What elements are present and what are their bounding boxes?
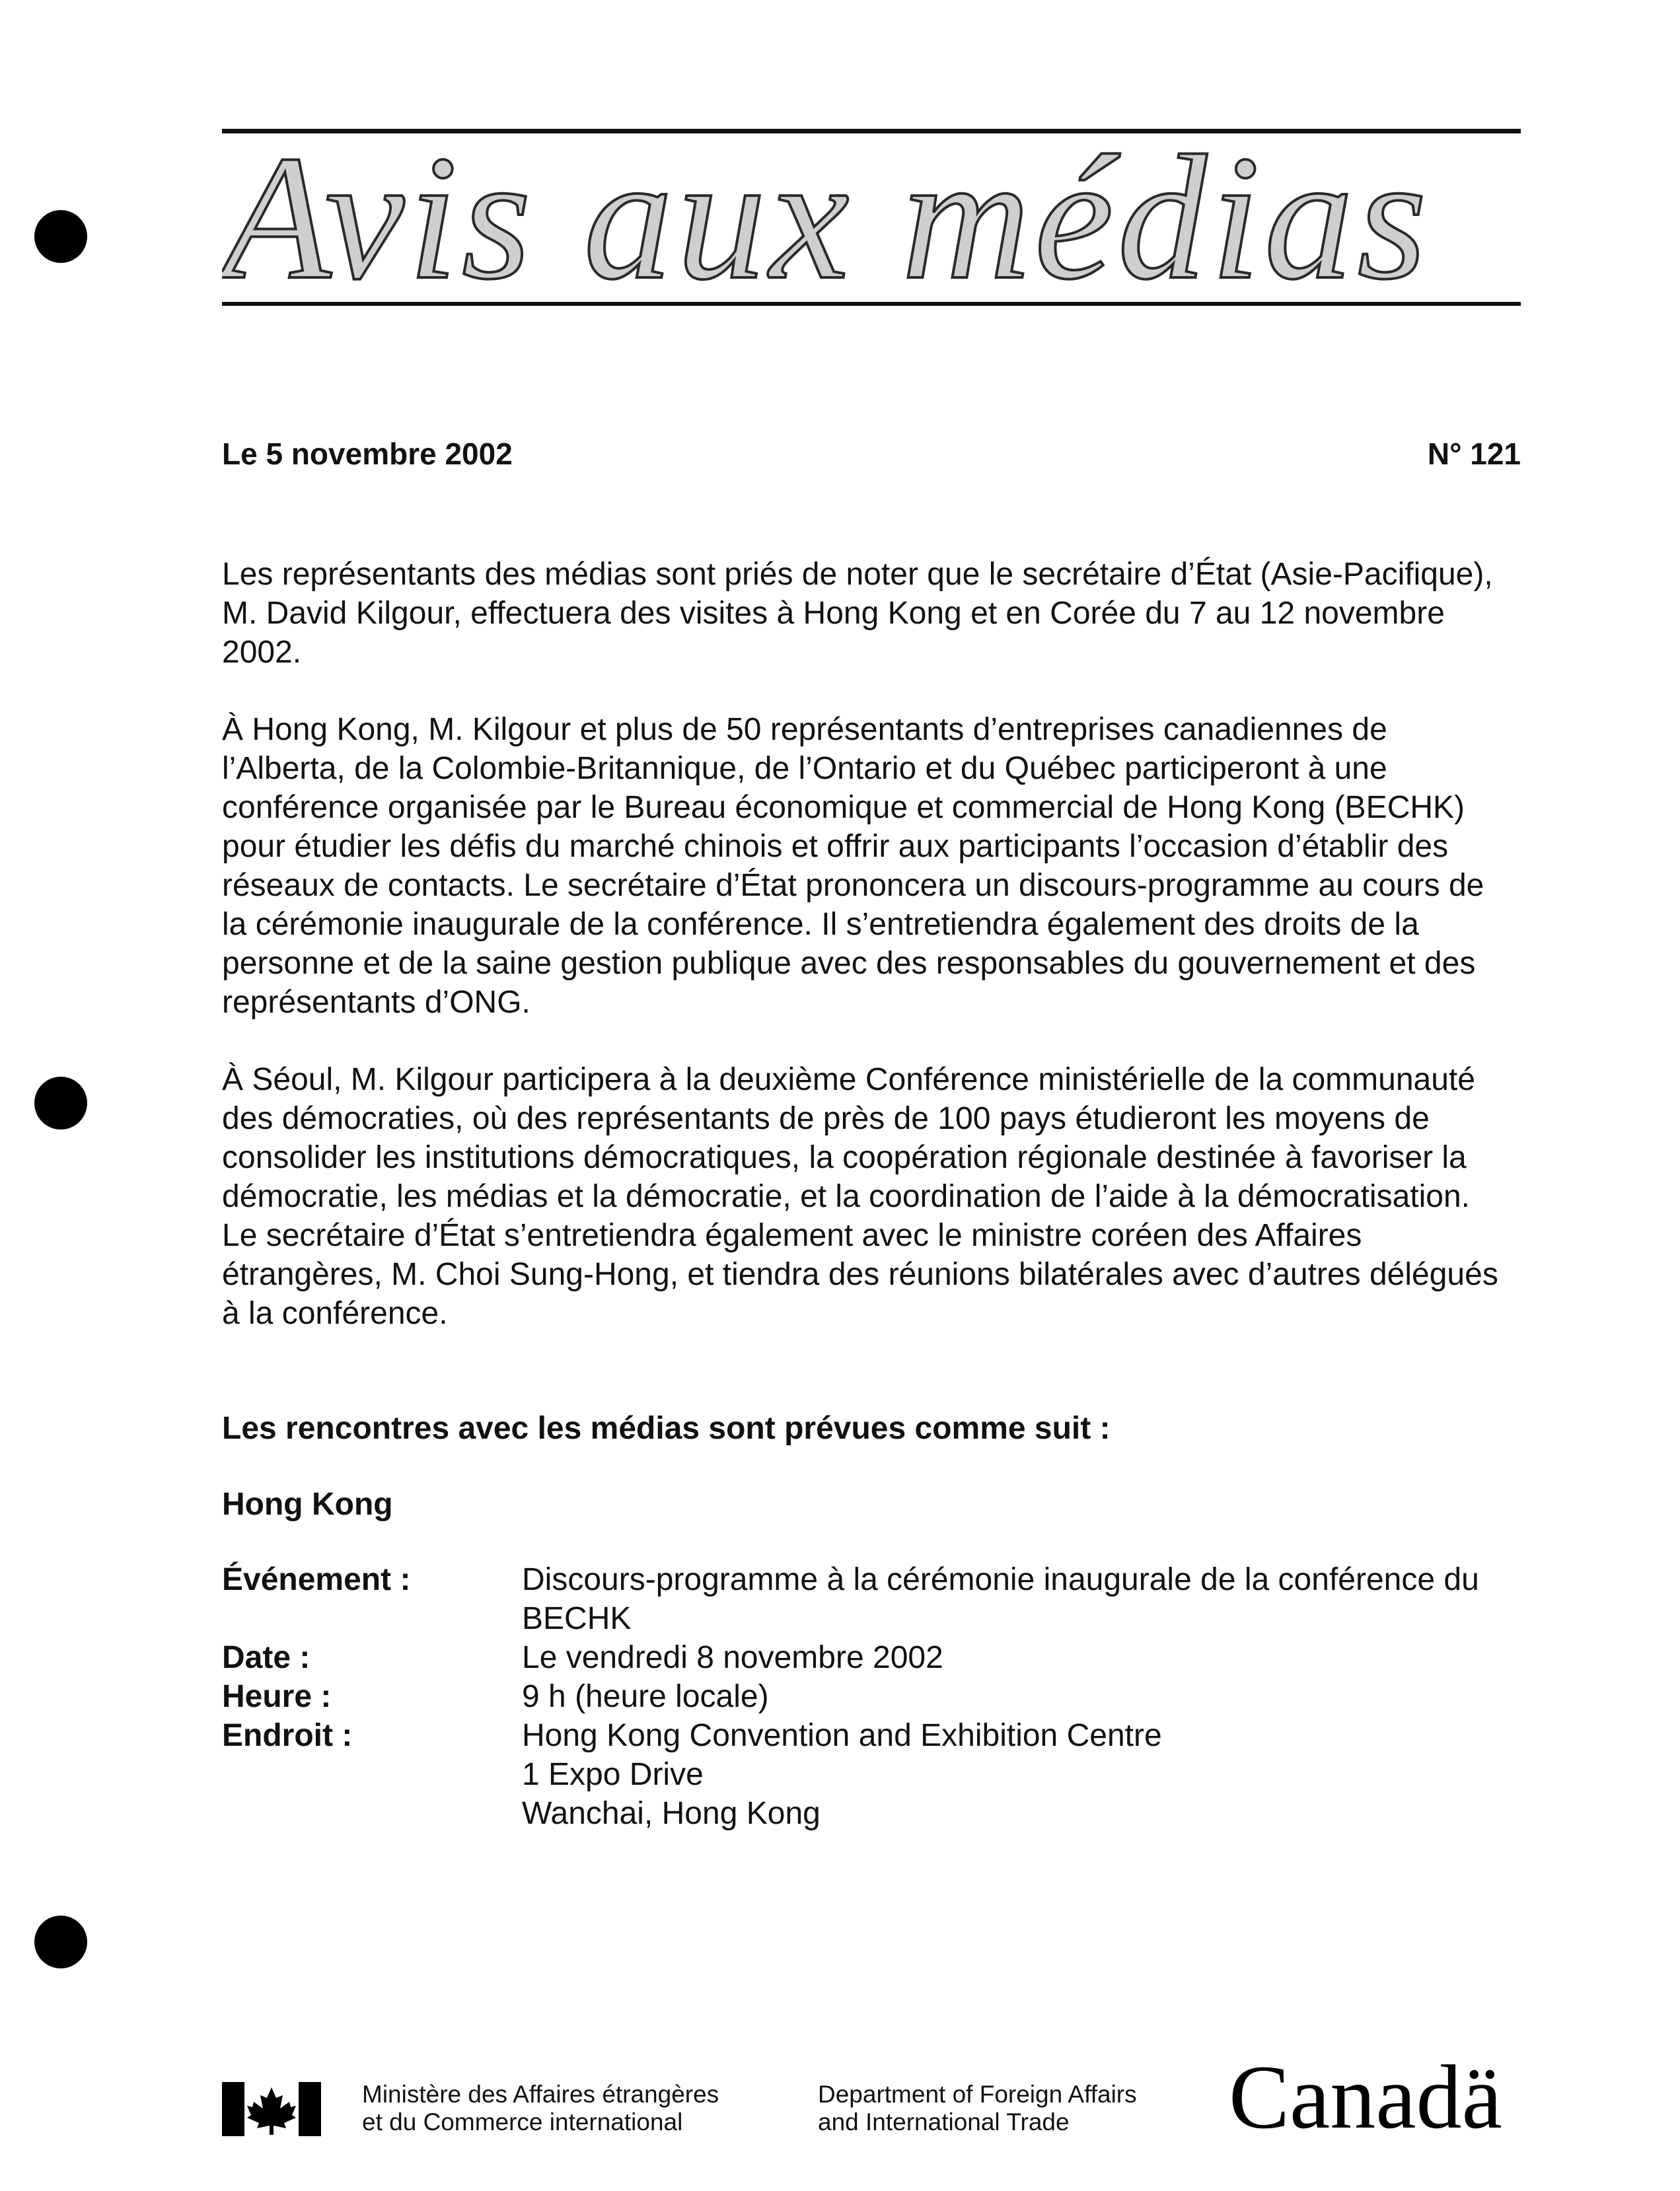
- footer-fr-line-1: Ministère des Affaires étrangères: [362, 2081, 719, 2108]
- footer-fr-line-2: et du Commerce international: [362, 2108, 683, 2136]
- footer-english-department: [818, 2081, 1137, 2136]
- schedule-heading: Les rencontres avec les médias sont prévues comme suit :: [222, 1411, 1111, 1446]
- paragraph-seoul: À Séoul, M. Kilgour participera à la deuxième Conférence ministérielle de la communauté des démocraties, où des représentants de près de 100 pays étudieront les moyens de consolider les institutions démocratiques, la coopération régionale destinée à favoriser la démocratie, les médias et la démocratie, et la coordination de l’aide à la démocratisation. Le secrétaire d’État s’entretiendra également avec le ministre coréen des Affaires étrangères, M. Choi Sung-Hong, et tiendra des réunions bilatérales avec d’autres délégués à la conférence.: [222, 1062, 1498, 1331]
- paragraph-intro: Les représentants des médias sont priés de noter que le secrétaire d’État (Asie-Pacifique), M. David Kilgour, effectuera des visites à Hong Kong et en Corée du 7 au 12 novembre 2002.: [222, 557, 1493, 670]
- footer-en-line-1: Department of Foreign Affairs: [818, 2081, 1137, 2108]
- punch-hole-top: [34, 210, 87, 263]
- date-value: Le vendredi 8 novembre 2002: [522, 1640, 943, 1675]
- date-label: Date :: [222, 1640, 310, 1675]
- time-value: 9 h (heure locale): [522, 1679, 769, 1714]
- location-heading: Hong Kong: [222, 1487, 393, 1522]
- place-label: Endroit :: [222, 1718, 353, 1753]
- release-number: N° 121: [1427, 437, 1521, 471]
- place-line-1: Hong Kong Convention and Exhibition Centre: [522, 1718, 1162, 1753]
- maple-leaf-icon: [247, 2087, 296, 2135]
- canada-wordmark: Canadä: [1229, 2046, 1502, 2147]
- place-line-2: 1 Expo Drive: [522, 1757, 704, 1792]
- paragraph-hong-kong: À Hong Kong, M. Kilgour et plus de 50 représentants d’entreprises canadiennes de l’Alberta, de la Colombie-Britannique, de l’Ontario et du Québec participeront à une conférence organisée par le Bureau économique et commercial de Hong Kong (BECHK) pour étudier les défis du marché chinois et offrir aux participants l’occasion d’établir des réseaux de contacts. Le secrétaire d’État prononcera un discours-programme au cours de la cérémonie inaugurale de la conférence. Il s’entretiendra également des droits de la personne et de la saine gestion publique avec des responsables du gouvernement et des représentants d’ONG.: [222, 712, 1484, 1020]
- masthead-bottom-rule: [222, 302, 1521, 306]
- masthead-top-rule: [222, 129, 1521, 133]
- canada-flag-symbol: [222, 2082, 321, 2136]
- footer-french-department: [362, 2081, 719, 2136]
- place-line-3: Wanchai, Hong Kong: [522, 1796, 821, 1831]
- event-value: Discours-programme à la cérémonie inaugurale de la conférence du BECHK: [522, 1562, 1479, 1636]
- release-date: Le 5 novembre 2002: [222, 437, 513, 471]
- event-label: Événement :: [222, 1562, 411, 1597]
- punch-hole-middle: [34, 1077, 87, 1130]
- time-label: Heure :: [222, 1679, 332, 1714]
- punch-hole-bottom: [34, 1916, 87, 1968]
- masthead-title: Avis aux médias: [222, 133, 1431, 302]
- footer-en-line-2: and International Trade: [818, 2108, 1070, 2136]
